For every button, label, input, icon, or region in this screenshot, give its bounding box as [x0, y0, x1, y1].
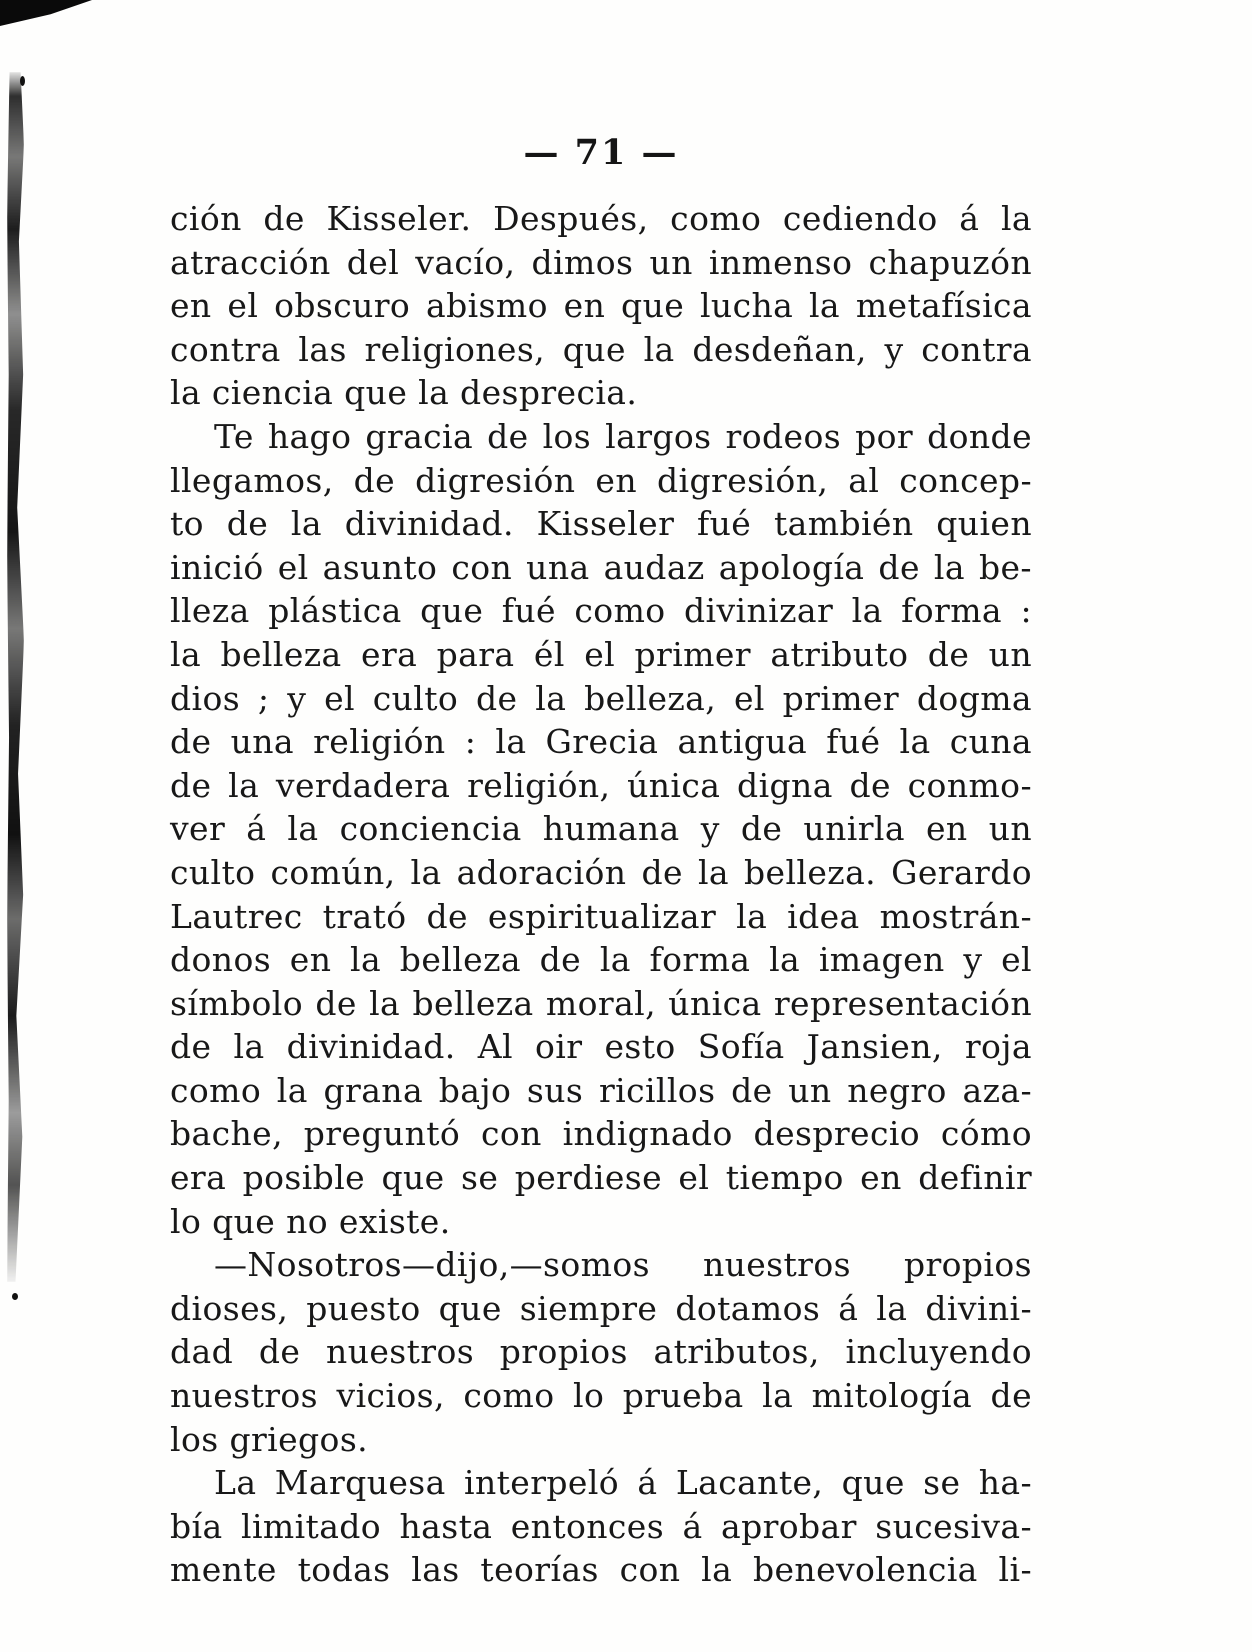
text-line: to de la divinidad. Kisseler fué también quien [170, 504, 1032, 544]
text-line: llegamos, de digresión en digresión, al concep- [170, 460, 1032, 500]
text-line: donos en la belleza de la forma la imagen y el [170, 940, 1032, 980]
page-text [170, 197, 1032, 1592]
paragraph [170, 1461, 1032, 1592]
text-line: La Marquesa interpeló á Lacante, que se ha- [214, 1463, 1032, 1503]
scan-speck [20, 76, 25, 86]
text-line: los griegos. [170, 1419, 369, 1459]
text-line: en el obscuro abismo en que lucha la metafísica [170, 286, 1032, 326]
text-line: lo que no existe. [170, 1201, 451, 1241]
scan-binding-shadow [7, 72, 24, 1282]
text-line: Te hago gracia de los largos rodeos por donde [214, 416, 1032, 456]
text-line: como la grana bajo sus ricillos de un negro aza- [170, 1070, 1032, 1110]
text-line: la belleza era para él el primer atributo de un [170, 634, 1032, 674]
text-line: inició el asunto con una audaz apología de la be- [170, 547, 1032, 587]
scan-corner-mark [0, 0, 92, 26]
text-line: de la divinidad. Al oir esto Sofía Jansien, roja [170, 1027, 1032, 1067]
text-line: ción de Kisseler. Después, como cediendo á la [170, 199, 1032, 238]
paragraph [170, 197, 1032, 415]
text-line: Lautrec trató de espiritualizar la idea mostrán- [170, 896, 1032, 936]
text-line: mente todas las teorías con la benevolencia li- [170, 1550, 1032, 1590]
text-line: de la verdadera religión, única digna de conmo- [170, 765, 1032, 805]
page-number: — 71 — [523, 132, 679, 173]
scan-speck [12, 1293, 18, 1300]
text-line: ver á la conciencia humana y de unirla en un [170, 809, 1032, 849]
text-line: culto común, la adoración de la belleza. Gerardo [170, 852, 1032, 892]
text-line: era posible que se perdiese el tiempo en definir [170, 1158, 1032, 1198]
text-line: símbolo de la belleza moral, única representación [170, 983, 1032, 1023]
paragraph [170, 415, 1032, 1243]
text-line: atracción del vacío, dimos un inmenso chapuzón [170, 242, 1032, 282]
text-line: la ciencia que la desprecia. [170, 373, 638, 413]
text-line: contra las religiones, que la desdeñan, y contra [170, 329, 1032, 369]
text-column [170, 132, 1032, 1592]
text-line: de una religión : la Grecia antigua fué la cuna [170, 722, 1032, 762]
text-line: bache, preguntó con indignado desprecio cómo [170, 1114, 1032, 1154]
text-line: dios ; y el culto de la belleza, el primer dogma [170, 678, 1032, 718]
paragraph [170, 1243, 1032, 1461]
text-line: bía limitado hasta entonces á aprobar sucesiva- [170, 1506, 1032, 1546]
text-line: —Nosotros—dijo,—somos nuestros propios [214, 1245, 1032, 1285]
text-line: lleza plástica que fué como divinizar la forma : [170, 591, 1032, 631]
text-line: dioses, puesto que siempre dotamos á la divini- [170, 1288, 1032, 1328]
text-line: nuestros vicios, como lo prueba la mitología de [170, 1376, 1032, 1416]
text-line: dad de nuestros propios atributos, incluyendo [170, 1332, 1032, 1372]
